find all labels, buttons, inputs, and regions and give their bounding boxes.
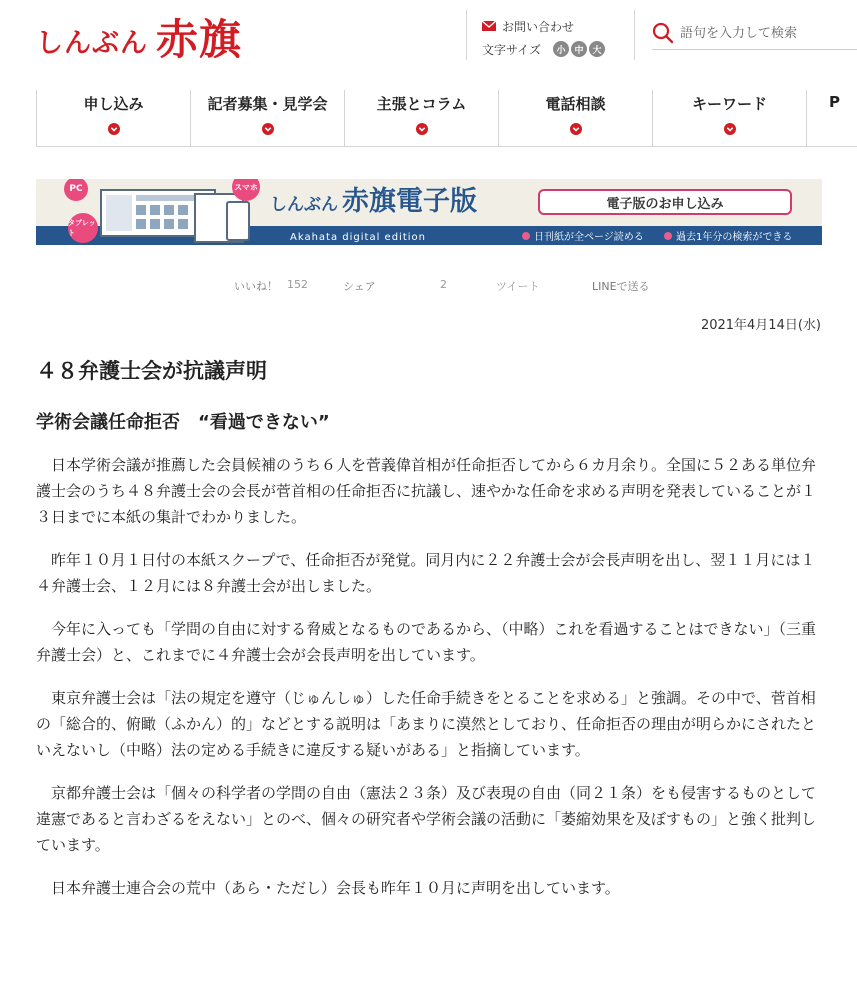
article-body [36,452,824,918]
badge-pc: PC [64,179,88,201]
nav-item-keyword[interactable] [652,90,806,147]
font-size-label: 文字サイズ [482,42,542,57]
font-size-large-button[interactable]: 大 [589,41,605,57]
chevron-down-icon [724,123,736,135]
header-divider [634,10,635,60]
bullet-icon [522,232,530,240]
chevron-down-icon [416,123,428,135]
nav-label: 電話相談 [545,95,606,113]
nav-label: 主張とコラム [376,95,467,113]
article-title: ４８弁護士会が抗議声明 [36,359,267,383]
chevron-down-icon [570,123,582,135]
utility-links [482,16,605,62]
contact-label: お問い合わせ [502,19,575,34]
article-paragraph: 京都弁護士会は「個々の科学者の学問の自由（憲法２３条）及び表現の自由（同２１条）をも侵害するものとして違憲であると言わざるをえない」とのべ、個々の研究者や学術会議の活動に「萎縮効果を及ぼすもの」と強く批判しています。 [36,784,817,854]
article-paragraph: 東京弁護士会は「法の規定を遵守（じゅんしゅ）した任命手続きをとることを求める」と強調。その中で、菅首相の「総合的、俯瞰（ふかん）的」などとする説明は「あまりに漠然としており、任命拒否の理由が明らかにされたといえないし（中略）法の定める手続きに違反する疑いがある」と指摘しています。 [36,689,817,759]
logo-big-text: 赤旗 [156,15,243,64]
nav-item-opinion[interactable] [344,90,498,147]
font-size-medium-button[interactable]: 中 [571,41,587,57]
banner-feature-text: 過去1年分の検索ができる [676,232,793,243]
banner-feature [522,228,644,243]
phone-illustration [226,201,250,241]
nav-label: 申し込み [83,95,144,113]
font-size-small-button[interactable]: 小 [553,41,569,57]
site-logo[interactable] [36,6,242,66]
article-paragraph: 今年に入っても「学問の自由に対する脅威となるものであるから、（中略）これを看過することはできない」（三重弁護士会）と、これまでに４弁護士会が会長声明を出しています。 [36,620,817,664]
badge-phone: スマホ [232,179,260,201]
nav-item-truncated[interactable] [806,90,857,147]
article-paragraph: 日本弁護士連合会の荒中（あら・ただし）会長も昨年１０月に声明を出しています。 [51,879,620,897]
main-nav [36,90,857,147]
tweet-button[interactable]: ツイート [496,280,540,293]
article-paragraph: 日本学術会議が推薦した会員候補のうち６人を菅義偉首相が任命拒否してから６カ月余り。全国に５２ある単位弁護士会のうち４８弁護士会の会長が菅首相の任命拒否に抗議し、速やかな任命を求める声明を発表していることが１３日までに本紙の集計でわかりました。 [36,456,817,526]
article-subtitle: 学術会議任命拒否 “看過できない” [36,412,330,433]
nav-item-phone-consult[interactable] [498,90,652,147]
nav-label: 記者募集・見学会 [207,95,328,113]
banner-feature-text: 日刊紙が全ページ読める [534,232,644,243]
font-size-control [482,39,605,59]
share-count: 2 [440,278,447,291]
chevron-down-icon [108,123,120,135]
line-share-button[interactable]: LINEで送る [592,280,650,293]
banner-logo-big: 赤旗電子版 [342,186,477,217]
share-button[interactable]: シェア [343,280,376,293]
contact-link[interactable] [482,16,605,36]
logo-small-text: しんぶん [36,28,148,59]
banner-logo [270,186,477,218]
bullet-icon [664,232,672,240]
nav-label: キーワード [691,95,767,113]
banner-logo-small: しんぶん [270,195,338,215]
article-date: 2021年4月14日(水) [700,318,821,333]
site-header [0,0,857,70]
search-icon[interactable] [652,22,674,44]
banner-subtitle: Akahata digital edition [290,232,426,243]
mail-icon [482,21,496,31]
header-divider [466,10,467,60]
digital-edition-banner[interactable] [36,179,822,245]
nav-item-apply[interactable] [36,90,190,147]
search-underline [652,49,857,50]
chevron-down-icon [262,123,274,135]
search-input[interactable] [680,26,850,41]
banner-feature [664,228,792,243]
badge-tablet: タブレット [68,213,98,243]
search-box [652,18,857,48]
like-count: 152 [287,278,308,291]
nav-label: P [829,93,840,111]
digital-edition-apply-button[interactable]: 電子版のお申し込み [538,189,792,215]
nav-item-recruit[interactable] [190,90,344,147]
like-button[interactable]: いいね！ [234,280,278,293]
article-paragraph: 昨年１０月１日付の本紙スクープで、任命拒否が発覚。同月内に２２弁護士会が会長声明を出し、翌１１月には１４弁護士会、１２月には８弁護士会が出しました。 [36,551,816,595]
